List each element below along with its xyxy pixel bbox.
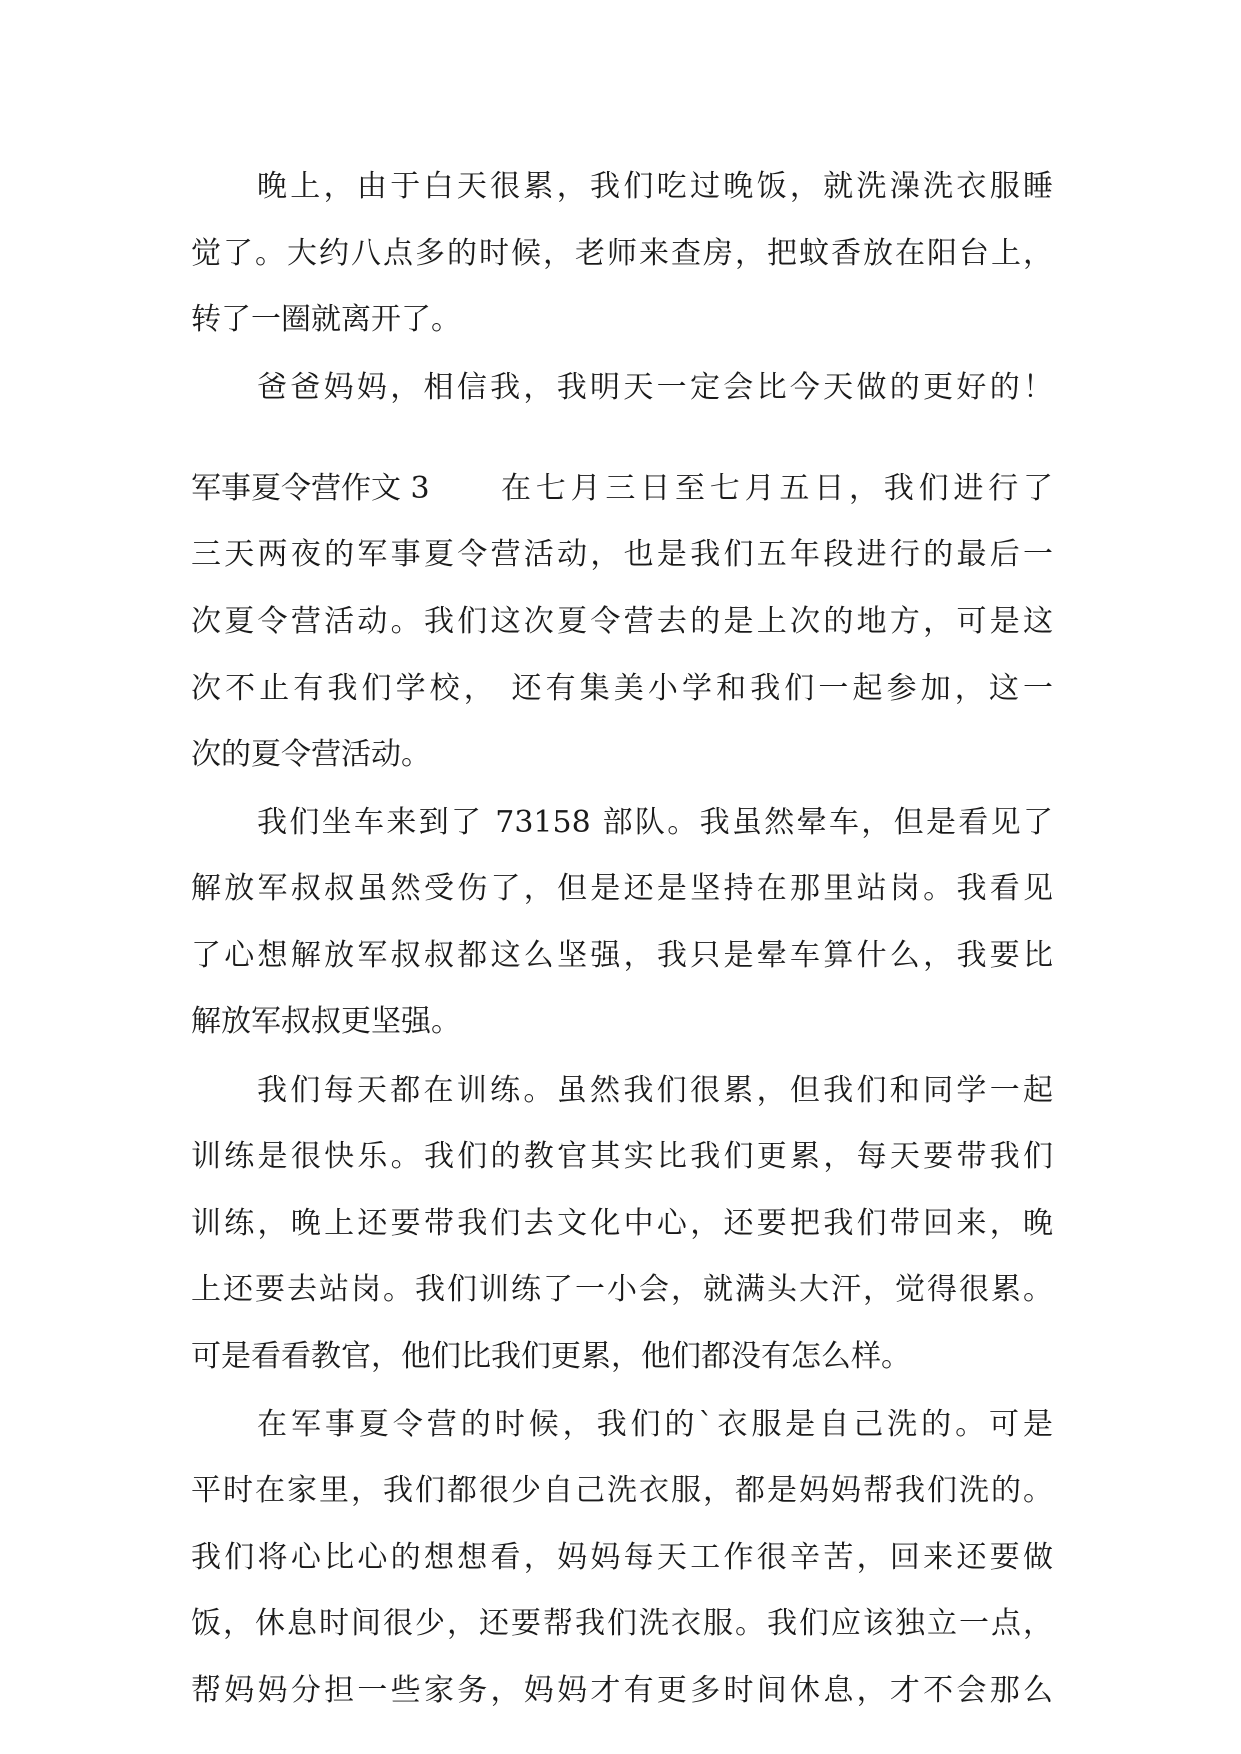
- text-line: 晚上，由于白天很累，我们吃过晚饭，就洗澡洗衣服睡: [257, 169, 1053, 204]
- text-line: 次夏令营活动。我们这次夏令营去的是上次的地方，可是这: [191, 604, 1053, 639]
- text-line: 转了一圈就离开了。: [191, 302, 461, 337]
- text-line: 在军事夏令营的时候，我们的`衣服是自己洗的。可是: [257, 1407, 1053, 1442]
- text-line: 我们每天都在训练。虽然我们很累，但我们和同学一起: [257, 1073, 1053, 1108]
- text-line: 觉了。大约八点多的时候，老师来查房，把蚊香放在阳台上，: [191, 236, 1053, 271]
- text-line: 我们将心比心的想想看，妈妈每天工作很辛苦，回来还要做: [191, 1540, 1053, 1575]
- text-line: 在七月三日至七月五日，我们进行了: [501, 471, 1053, 506]
- text-line: 三天两夜的军事夏令营活动，也是我们五年段进行的最后一: [191, 537, 1053, 572]
- text-line: 我们坐车来到了 73158 部队。我虽然晕车，但是看见了: [257, 805, 1053, 840]
- text-line: 饭，休息时间很少，还要帮我们洗衣服。我们应该独立一点，: [191, 1606, 1053, 1641]
- text-line: 上还要去站岗。我们训练了一小会，就满头大汗，觉得很累。: [191, 1272, 1053, 1307]
- section-heading-line: [191, 459, 1053, 519]
- text-line: 次的夏令营活动。: [191, 737, 431, 772]
- text-line: 训练，晚上还要带我们去文化中心，还要把我们带回来，晚: [191, 1206, 1053, 1241]
- section-title: 军事夏令营作文 3: [191, 471, 430, 506]
- text-line: 帮妈妈分担一些家务，妈妈才有更多时间休息，才不会那么: [191, 1673, 1053, 1708]
- text-line: 爸爸妈妈，相信我，我明天一定会比今天做的更好的！: [257, 370, 1053, 405]
- text-line: 了心想解放军叔叔都这么坚强，我只是晕车算什么，我要比: [191, 938, 1053, 973]
- text-line: 次不止有我们学校， 还有集美小学和我们一起参加，这一: [191, 671, 1053, 706]
- text-line: 可是看看教官，他们比我们更累，他们都没有怎么样。: [191, 1339, 911, 1374]
- text-line: 解放军叔叔虽然受伤了，但是还是坚持在那里站岗。我看见: [191, 871, 1053, 906]
- text-line: 平时在家里，我们都很少自己洗衣服，都是妈妈帮我们洗的。: [191, 1473, 1053, 1508]
- text-line: 训练是很快乐。我们的教官其实比我们更累，每天要带我们: [191, 1139, 1053, 1174]
- text-line: 解放军叔叔更坚强。: [191, 1004, 461, 1039]
